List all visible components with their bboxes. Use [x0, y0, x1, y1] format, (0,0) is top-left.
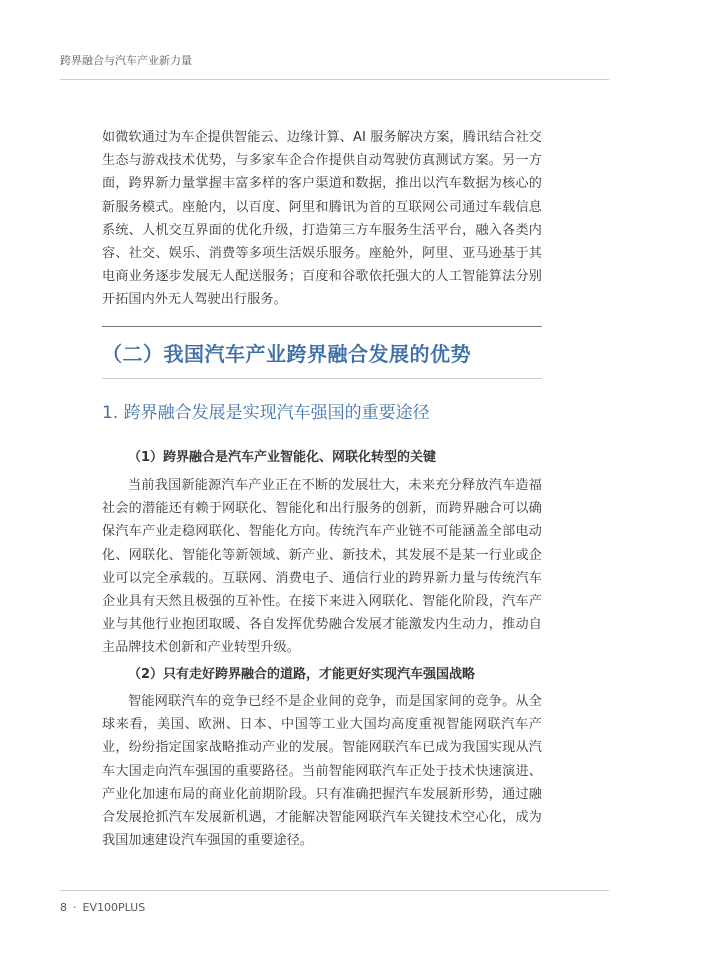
point-1-title: （1）跨界融合是汽车产业智能化、网联化转型的关键 — [128, 450, 437, 465]
section-title: （二）我国汽车产业跨界融合发展的优势 — [102, 342, 471, 366]
page-number: 8 — [60, 901, 67, 914]
intro-block — [102, 126, 542, 312]
section-divider-top — [102, 326, 542, 327]
section-divider-bottom — [102, 378, 542, 379]
running-header: 跨界融合与汽车产业新力量 — [60, 54, 192, 67]
point-2-block — [102, 690, 542, 852]
footer-divider — [60, 890, 609, 891]
point-1-paragraph: 当前我国新能源汽车产业正在不断的发展壮大，未来充分释放汽车造福社会的潜能还有赖于网联化、智能化和出行服务的创新，而跨界融合可以确保汽车产业走稳网联化、智能化方向。传统汽车产业链不可能涵盖全部电动化、网联化、智能化等新领域、新产业、新技术，其发展不是某一行业或企业可以完全承载的。互联网、消费电子、通信行业的跨界新力量与传统汽车企业具有天然且极强的互补性。在接下来进入网联化、智能化阶段，汽车产业与其他行业抱团取暖、各自发挥优势融合发展才能激发内生动力，推动自主品牌技术创新和产业转型升级。 — [102, 478, 542, 656]
point-1-block — [102, 474, 542, 660]
footer-brand: EV100PLUS — [82, 901, 146, 914]
subsection-title: 1. 跨界融合发展是实现汽车强国的重要途径 — [102, 403, 430, 423]
header-divider — [60, 79, 609, 80]
point-2-title: （2）只有走好跨界融合的道路，才能更好实现汽车强国战略 — [128, 667, 476, 682]
intro-paragraph: 如微软通过为车企提供智能云、边缘计算、AI 服务解决方案，腾讯结合社交生态与游戏技术优势，与多家车企合作提供自动驾驶仿真测试方案。另一方面，跨界新力量掌握丰富多样的客户渠道和数据，推出以汽车数据为核心的新服务模式。座舱内，以百度、阿里和腾讯为首的互联网公司通过车载信息系统、人机交互界面的优化升级，打造第三方车服务生活平台，融入各类内容、社交、娱乐、消费等多项生活娱乐服务。座舱外，阿里、亚马逊基于其电商业务逐步发展无人配送服务；百度和谷歌依托强大的人工智能算法分别开拓国内外无人驾驶出行服务。 — [102, 130, 542, 308]
footer-separator: · — [73, 901, 77, 914]
page-footer — [60, 901, 145, 914]
point-2-paragraph: 智能网联汽车的竞争已经不是企业间的竞争，而是国家间的竞争。从全球来看，美国、欧洲、日本、中国等工业大国均高度重视智能网联汽车产业，纷纷指定国家战略推动产业的发展。智能网联汽车已成为我国实现从汽车大国走向汽车强国的重要路径。当前智能网联汽车正处于技术快速演进、产业化加速布局的商业化前期阶段。只有准确把握汽车发展新形势，通过融合发展抢抓汽车发展新机遇，才能解决智能网联汽车关键技术空心化，成为我国加速建设汽车强国的重要途径。 — [102, 694, 542, 849]
